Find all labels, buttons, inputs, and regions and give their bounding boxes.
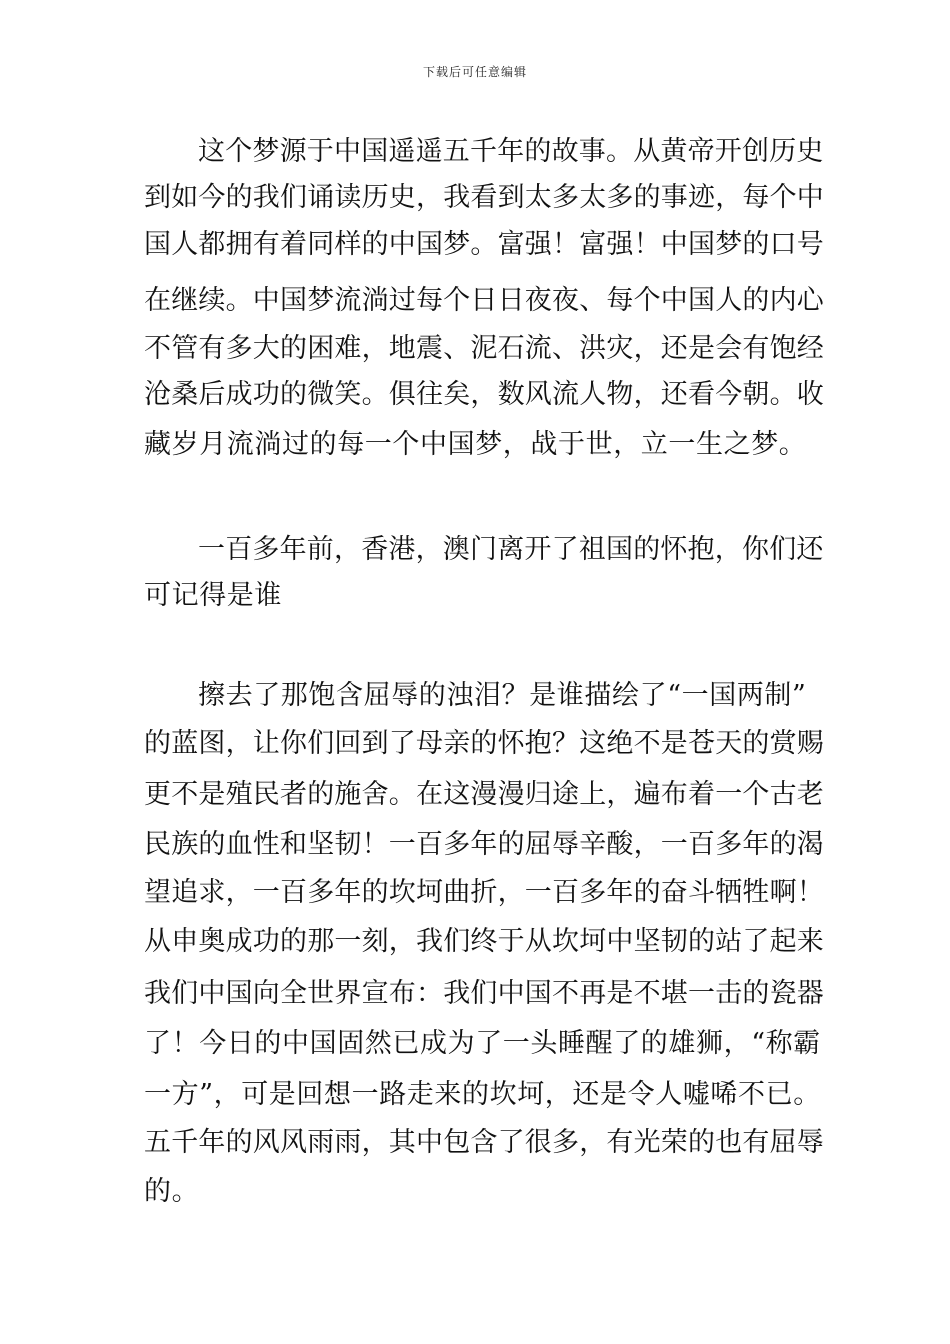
paragraph-line: 民族的血性和坚韧！一百多年的屈辱辛酸，一百多年的渴 [144, 829, 824, 860]
paragraph-line: 在继续。中国梦流淌过每个日日夜夜、每个中国人的内心 [144, 285, 824, 316]
paragraph-line: 的。 [144, 1176, 200, 1207]
paragraph-line: 国人都拥有着同样的中国梦。富强！富强！中国梦的口号 [144, 229, 824, 260]
paragraph-line: 五千年的风风雨雨，其中包含了很多，有光荣的也有屈辱 [144, 1127, 824, 1158]
paragraph-line: 更不是殖民者的施舍。在这漫漫归途上，遍布着一个古老 [144, 779, 824, 810]
paragraph-line: 我们中国向全世界宣布：我们中国不再是不堪一击的瓷器 [144, 978, 824, 1009]
paragraph-line: 沧桑后成功的微笑。俱往矣，数风流人物，还看今朝。收 [144, 379, 824, 410]
paragraph-line: 了！今日的中国固然已成为了一头睡醒了的雄狮，“称霸 [144, 1028, 821, 1059]
page-header: 下载后可任意编辑 [422, 65, 527, 79]
paragraph-line: 藏岁月流淌过的每一个中国梦，战于世，立一生之梦。 [144, 429, 807, 460]
paragraph-line: 不管有多大的困难，地震、泥石流、洪灾，还是会有饱经 [144, 333, 824, 364]
paragraph-line: 一百多年前，香港，澳门离开了祖国的怀抱，你们还 [198, 534, 824, 565]
paragraph-line: 到如今的我们诵读历史，我看到太多太多的事迹，每个中 [144, 182, 824, 213]
paragraph-line: 可记得是谁 [144, 580, 282, 611]
paragraph-line: 望追求，一百多年的坎坷曲折，一百多年的奋斗牺牲啊！ [144, 877, 824, 908]
paragraph-line: 这个梦源于中国遥遥五千年的故事。从黄帝开创历史 [198, 136, 824, 167]
paragraph-line: 一方”，可是回想一路走来的坎坷，还是令人嘘唏不已。 [144, 1079, 821, 1110]
paragraph-line: 从申奥成功的那一刻，我们终于从坎坷中坚韧的站了起来 [144, 926, 824, 957]
paragraph-line: 的蓝图，让你们回到了母亲的怀抱？这绝不是苍天的赏赐 [144, 728, 824, 759]
paragraph-line: 擦去了那饱含屈辱的浊泪？是谁描绘了“一国两制” [198, 680, 807, 711]
